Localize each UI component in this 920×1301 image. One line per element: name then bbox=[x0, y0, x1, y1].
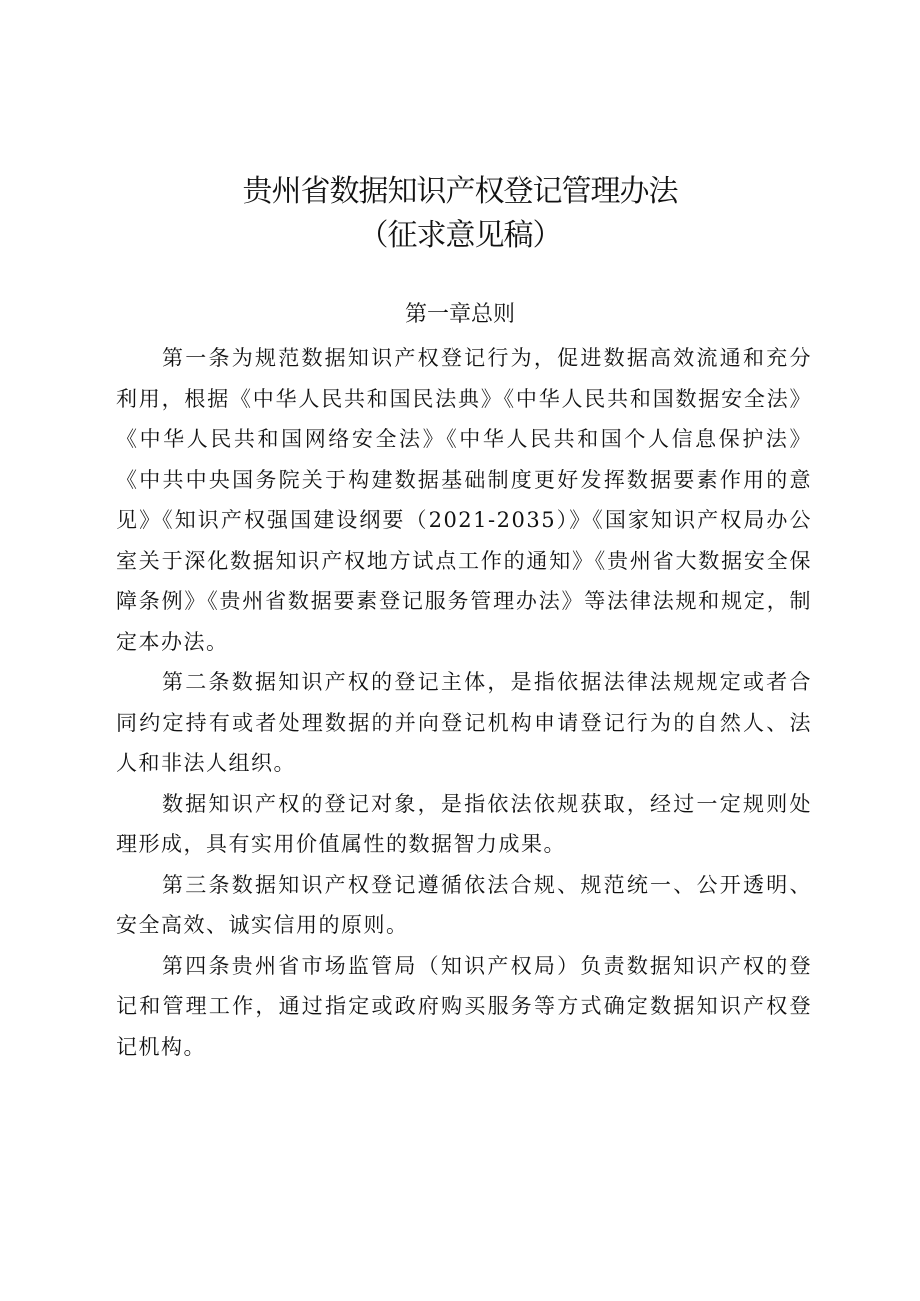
document-title: 贵州省数据知识产权登记管理办法 bbox=[242, 174, 678, 209]
chapter-heading: 第一章总则 bbox=[404, 302, 515, 327]
article-4-paragraph: 第四条贵州省市场监管局（知识产权局）负责数据知识产权的登记和管理工作，通过指定或政府购买服务等方式确定数据知识产权登记机构。 bbox=[116, 953, 812, 1059]
document-subtitle: （征求意见稿） bbox=[358, 218, 562, 253]
document-body bbox=[116, 338, 812, 1067]
article-2-paragraph: 第二条数据知识产权的登记主体，是指依据法律法规规定或者合同约定持有或者处理数据的并向登记机构申请登记行为的自然人、法人和非法人组织。 bbox=[116, 670, 812, 775]
article-2-object-paragraph: 数据知识产权的登记对象，是指依法依规获取，经过一定规则处理形成，具有实用价值属性的数据智力成果。 bbox=[116, 791, 812, 856]
article-1-paragraph: 第一条为规范数据知识产权登记行为，促进数据高效流通和充分利用，根据《中华人民共和国民法典》《中华人民共和国数据安全法》《中华人民共和国网络安全法》《中华人民共和国个人信息保护法》《中共中央国务院关于构建数据基础制度更好发挥数据要素作用的意见》《知识产权强国建设纲要（2021-2035）》《国家知识产权局办公室关于深化数据知识产权地方试点工作的通知》《贵州省大数据安全保障条例》《贵州省数据要素登记服务管理办法》等法律法规和规定，制定本办法。 bbox=[116, 346, 812, 654]
article-3-paragraph: 第三条数据知识产权登记遵循依法合规、规范统一、公开透明、安全高效、诚实信用的原则。 bbox=[116, 872, 812, 937]
